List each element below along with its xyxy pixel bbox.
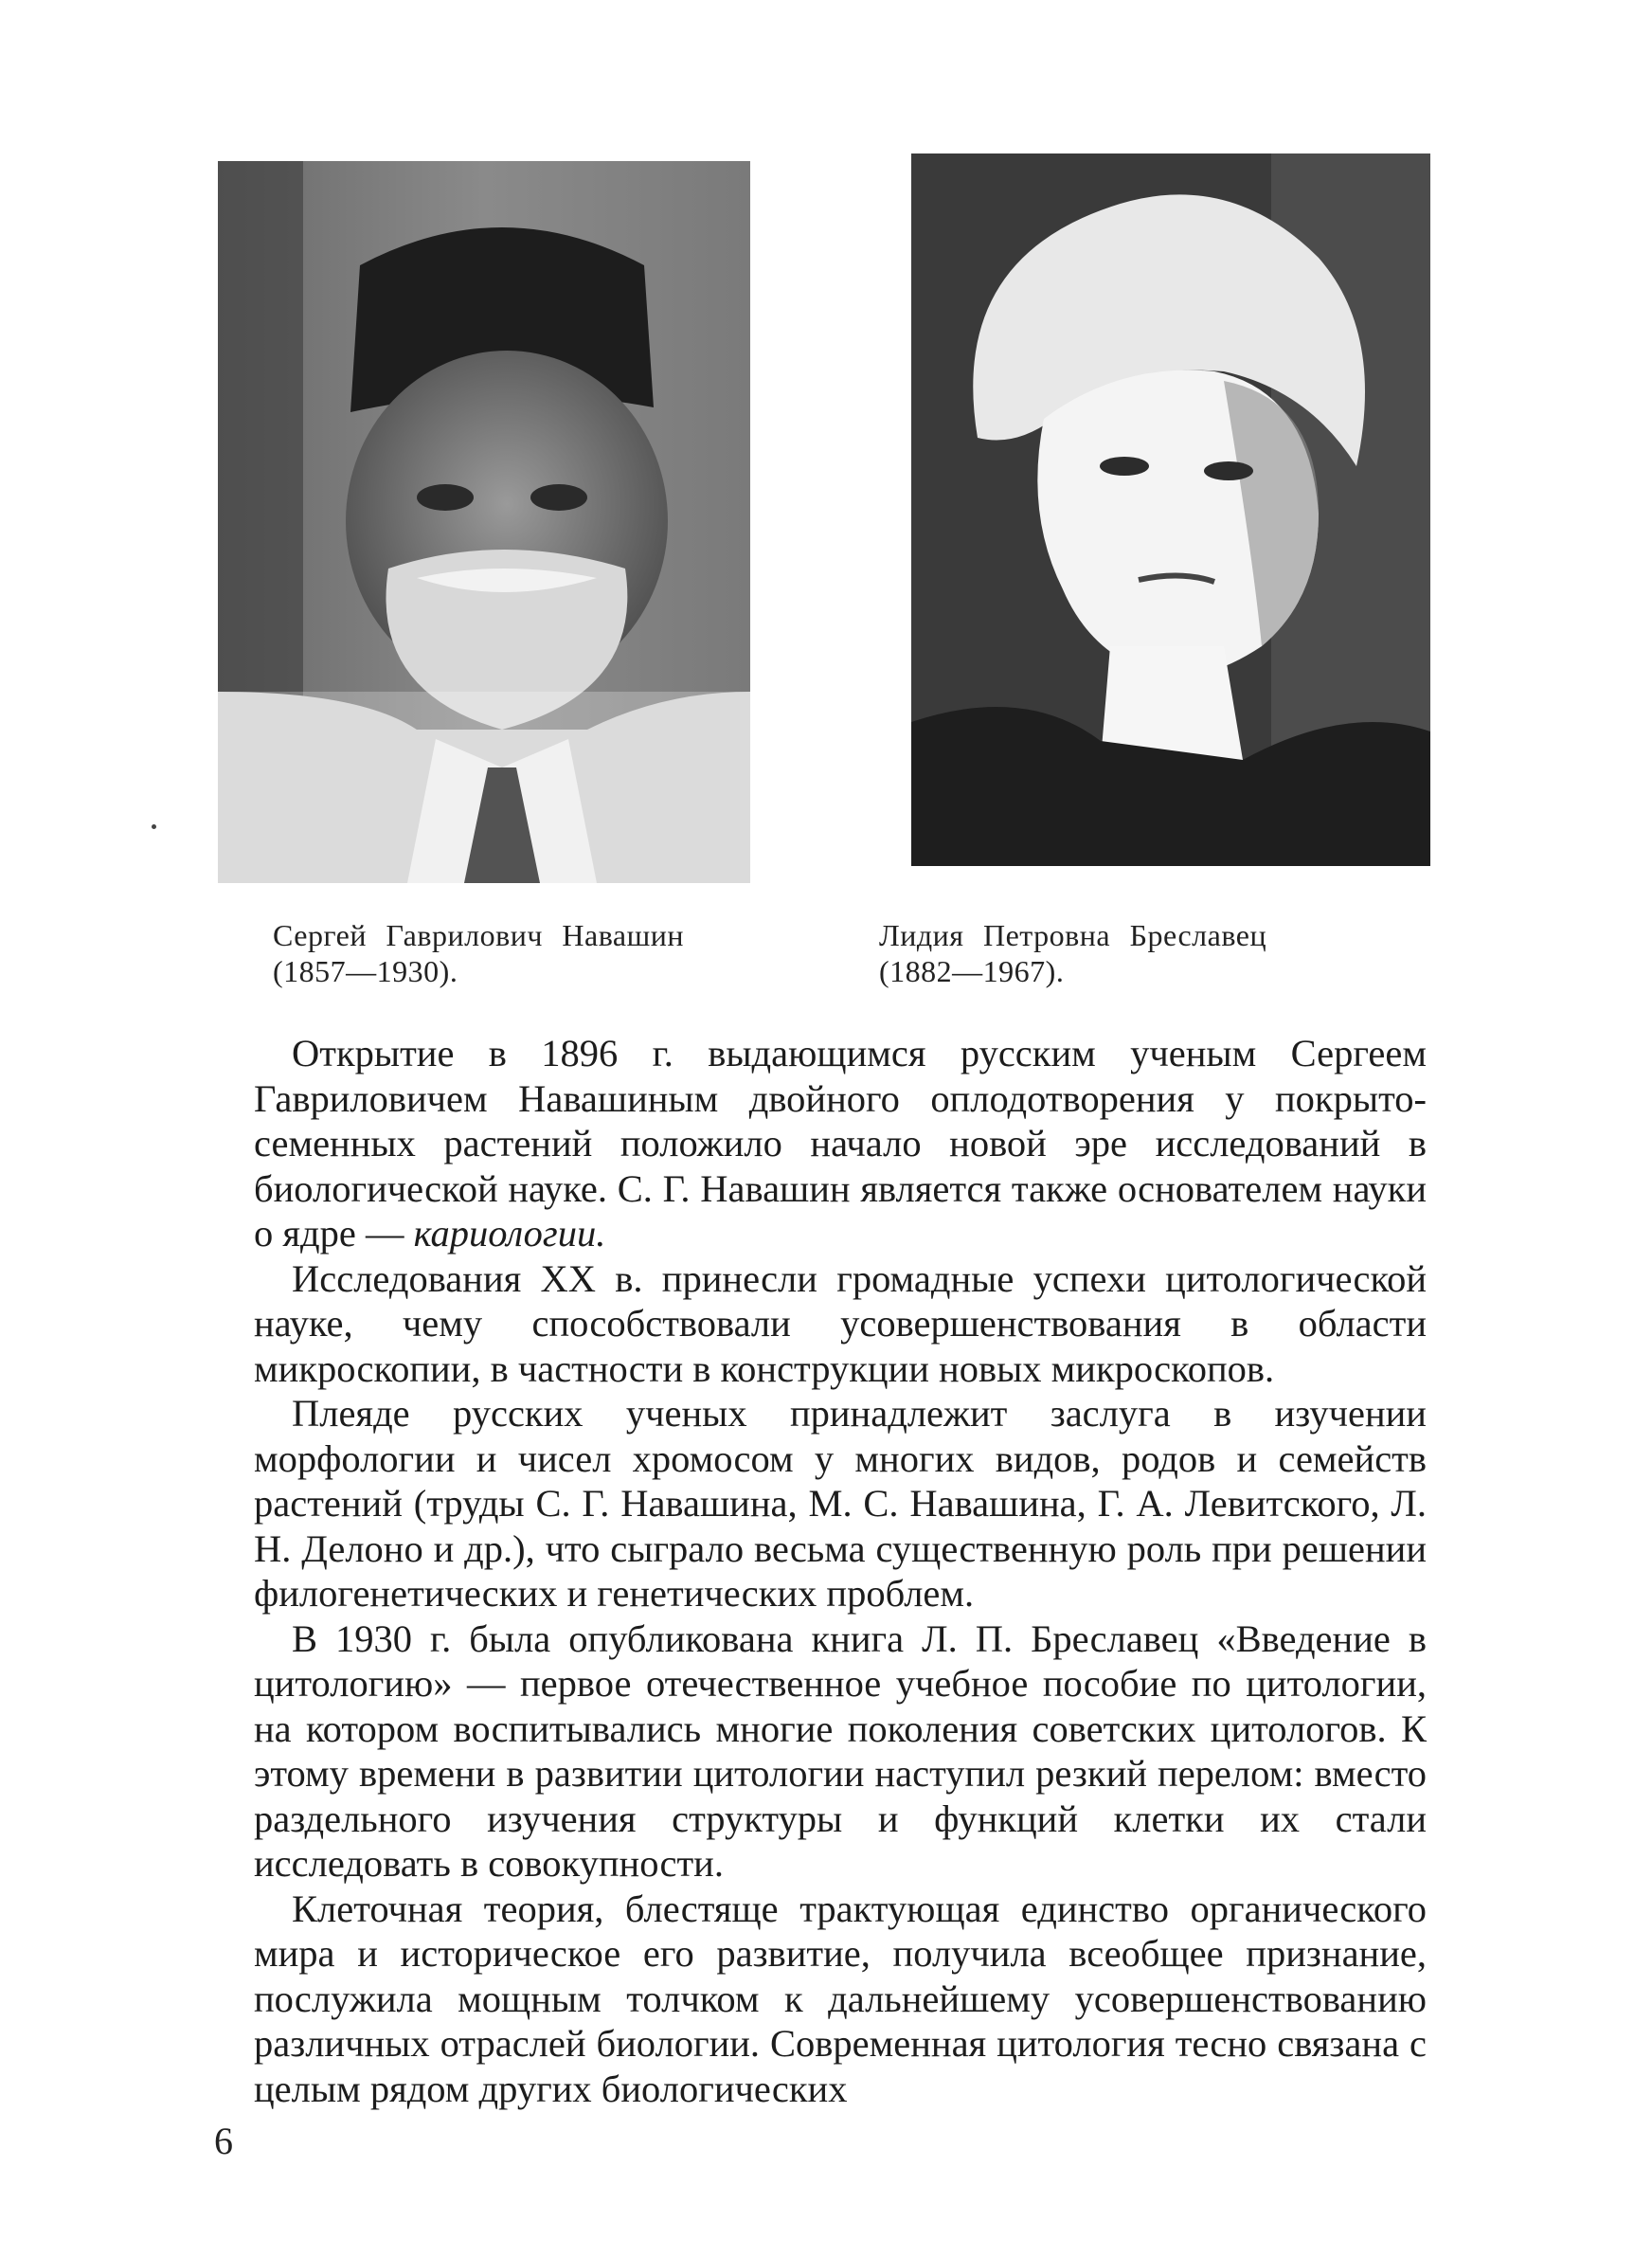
paragraph-3: Плеяде русских ученых принадлежит заслуга в изучении морфологии и чисел хромосом у многих видов, родов и семейств растений (труды С. Г. Навашина, М. С. Навашина, Г. А. Левитского, Л. Н. Делоно и др.), что сыграло весьма существенную роль при решении филогенетических и генетических проблем. [254, 1392, 1427, 1615]
portrait-navashin-photo [218, 161, 750, 883]
paragraph-5: Клеточная теория, блестяще трактующая единство органического мира и историческое его развитие, получила всеобщее признание, послужила мощным толчком к дальнейшему усовершенствованию различных отраслей биологии. Современная цитология тесно связана с целым рядом других биологических [254, 1887, 1427, 2110]
paragraph-1-emphasis: кариологии. [413, 1212, 606, 1255]
caption-breslavets [879, 917, 1372, 989]
page-number: 6 [214, 2120, 233, 2162]
paragraph-4: В 1930 г. была опубликована книга Л. П. Бреславец «Введение в цитологию» — первое отечественное учебное пособие по цитологии, на котором воспитывались многие поколения советских цитологов. К этому времени в развитии цитологии наступил резкий перелом: вместо раздельного изучения структуры и функций клетки их стали исследовать в совокупности. [254, 1616, 1427, 1885]
caption-breslavets-name: Лидия Петровна Бреславец [879, 918, 1267, 952]
caption-breslavets-years: (1882—1967). [879, 954, 1065, 988]
paragraph-2: Исследования XX в. принесли громадные успехи цитологической науке, чему способствовали усовершенствования в области микроскопии, в частности в конструкции новых микроскопов. [254, 1256, 1427, 1390]
paragraph-1 [254, 1031, 1427, 1256]
caption-navashin [273, 917, 765, 989]
portrait-breslavets-photo [911, 153, 1430, 866]
body-text [254, 1031, 1427, 2111]
scan-speck [152, 824, 156, 829]
portrait-navashin-image [218, 161, 750, 883]
caption-navashin-years: (1857—1930). [273, 954, 458, 988]
portrait-breslavets-image [911, 153, 1430, 866]
caption-navashin-name: Сергей Гаврилович Навашин [273, 918, 684, 952]
paragraph-1-text: Открытие в 1896 г. выдающимся русским ученым Сергеем Гавриловичем Навашиным двойного оплодотворения у покрытосеменных растений положило начало новой эре исследований в биологической науке. С. Г. Навашин является также основателем науки о ядре — [254, 1032, 1427, 1255]
